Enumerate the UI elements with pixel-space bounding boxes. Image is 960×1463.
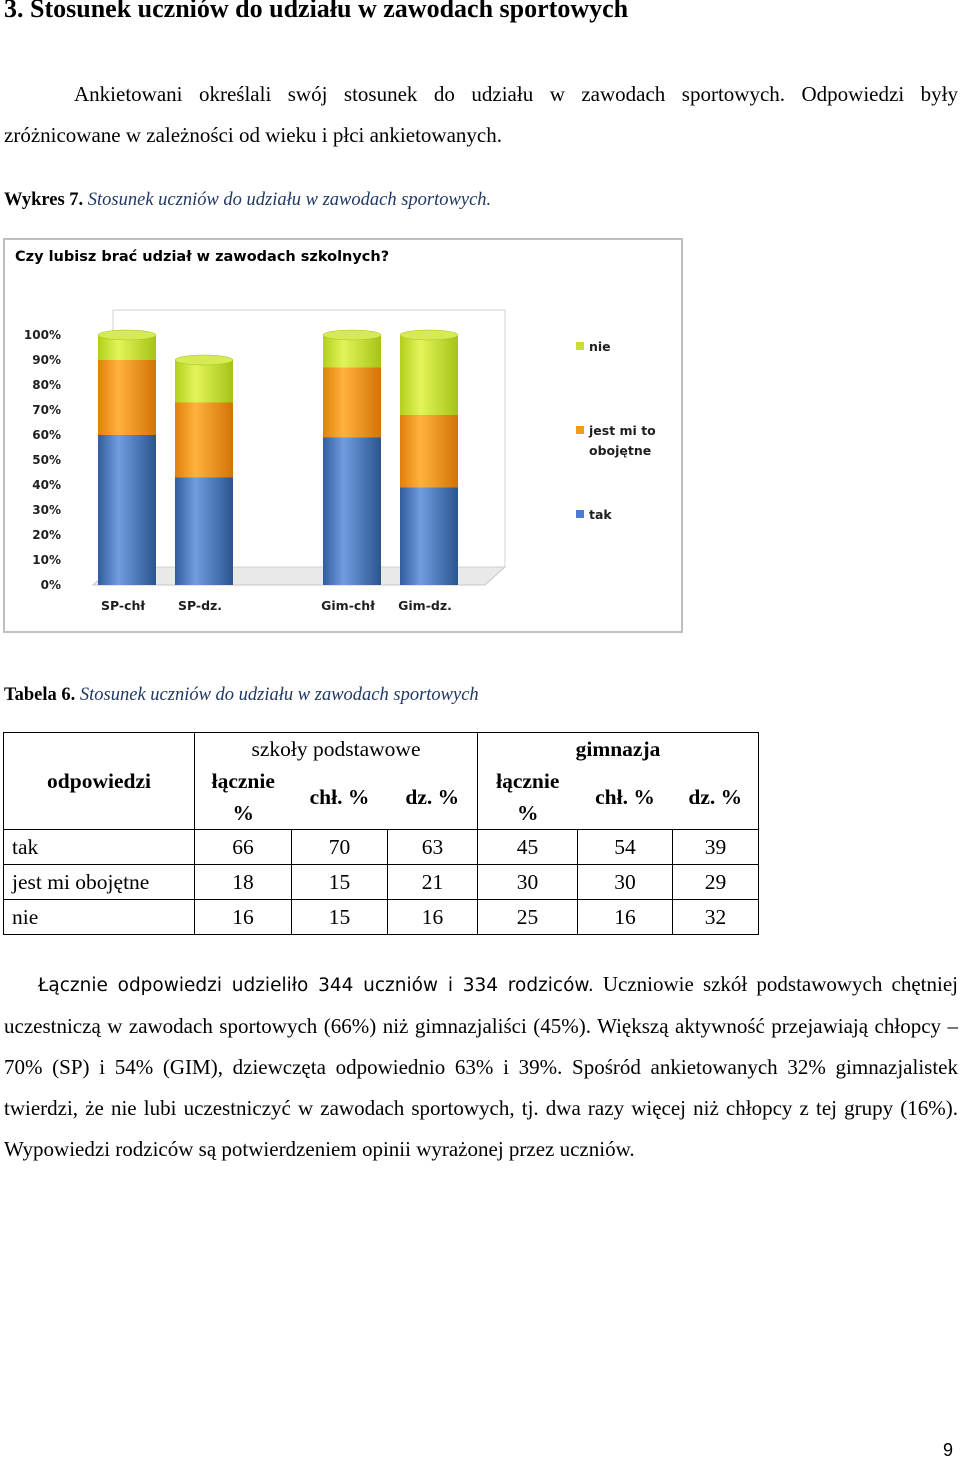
sub-total-unit: % xyxy=(517,801,539,825)
table-cell: 16 xyxy=(578,900,673,935)
legend-swatch xyxy=(576,510,584,518)
legend-label: tak xyxy=(589,507,612,522)
table-caption xyxy=(4,685,479,706)
chart-caption-label: Wykres 7. xyxy=(4,190,84,210)
bar-segment-tak xyxy=(175,478,233,586)
group-header-gimnazja: gimnazja xyxy=(478,733,759,766)
y-tick-label: 30% xyxy=(32,503,61,517)
y-tick-label: 80% xyxy=(32,378,61,392)
y-tick-label: 10% xyxy=(32,553,61,567)
chart-title: Czy lubisz brać udział w zawodach szkolnych? xyxy=(15,249,390,265)
table-cell: 63 xyxy=(388,830,478,865)
bar-segment-jest-mi-to-obojętne xyxy=(400,415,458,488)
table-cell: 54 xyxy=(578,830,673,865)
y-tick-label: 40% xyxy=(32,478,61,492)
chart-caption xyxy=(4,190,491,211)
row-label: nie xyxy=(4,900,195,935)
x-tick-label: SP-chł xyxy=(100,598,146,613)
bar-segment-jest-mi-to-obojętne xyxy=(175,403,233,478)
y-tick-label: 70% xyxy=(32,403,61,417)
sub-header-girls-sp: dz. % xyxy=(388,765,478,830)
sub-total-label: łącznie xyxy=(496,769,560,793)
table-row xyxy=(4,830,759,865)
sub-header-total-sp xyxy=(195,765,292,830)
row-header-cell: odpowiedzi xyxy=(4,733,195,830)
summary-paragraph xyxy=(4,964,958,1170)
row-label: tak xyxy=(4,830,195,865)
data-table xyxy=(3,732,759,935)
bar-cap xyxy=(98,330,156,340)
y-tick-label: 50% xyxy=(32,453,61,467)
summary-lead: Łącznie odpowiedzi udzieliło 344 uczniów i 334 rodziców. xyxy=(38,975,594,996)
sub-header-boys-sp: chł. % xyxy=(292,765,388,830)
table-cell: 29 xyxy=(673,865,759,900)
sub-total-unit: % xyxy=(232,801,254,825)
chart-svg xyxy=(5,240,681,631)
table-cell: 15 xyxy=(292,900,388,935)
intro-line-2: zróżnicowane w zależności od wieku i płci ankietowanych. xyxy=(4,123,502,147)
table-row xyxy=(4,900,759,935)
section-heading: 3. Stosunek uczniów do udziału w zawodach sportowych xyxy=(4,0,629,23)
x-tick-label: SP-dz. xyxy=(177,598,223,613)
legend-label: obojętne xyxy=(589,443,652,458)
legend-swatch xyxy=(576,426,584,434)
chart-caption-title: Stosunek uczniów do udziału w zawodach sportowych. xyxy=(87,190,492,210)
bar-segment-nie xyxy=(400,335,458,415)
sub-header-total-gim xyxy=(478,765,578,830)
sub-header-boys-gim: chł. % xyxy=(578,765,673,830)
intro-line-1: Ankietowani określali swój stosunek do udziału w zawodach sportowych. Odpowiedzi były xyxy=(74,82,958,106)
bar-cap xyxy=(175,355,233,365)
table-caption-title: Stosunek uczniów do udziału w zawodach sportowych xyxy=(79,685,479,705)
page-number: 9 xyxy=(942,1440,953,1460)
table-cell: 32 xyxy=(673,900,759,935)
y-tick-label: 100% xyxy=(23,328,61,342)
table-cell: 25 xyxy=(478,900,578,935)
table-cell: 21 xyxy=(388,865,478,900)
table-cell: 66 xyxy=(195,830,292,865)
sub-header-girls-gim: dz. % xyxy=(673,765,759,830)
table-cell: 16 xyxy=(195,900,292,935)
sub-total-label: łącznie xyxy=(211,769,275,793)
bar-segment-jest-mi-to-obojętne xyxy=(323,368,381,438)
table-row xyxy=(4,865,759,900)
x-tick-label: Gim-dz. xyxy=(398,598,452,613)
table-caption-label: Tabela 6. xyxy=(4,685,76,705)
bar-cap xyxy=(323,330,381,340)
intro-paragraph xyxy=(4,74,958,156)
legend-swatch xyxy=(576,342,584,350)
y-tick-label: 0% xyxy=(40,578,61,592)
table-cell: 16 xyxy=(388,900,478,935)
bar-segment-jest-mi-to-obojętne xyxy=(98,360,156,435)
group-header-primary: szkoły podstawowe xyxy=(195,733,478,766)
table-cell: 45 xyxy=(478,830,578,865)
bar-segment-tak xyxy=(98,435,156,585)
bar-cap xyxy=(400,330,458,340)
bar-segment-tak xyxy=(323,438,381,586)
table-cell: 30 xyxy=(578,865,673,900)
x-tick-label: Gim-chł xyxy=(321,598,375,613)
table-cell: 18 xyxy=(195,865,292,900)
y-tick-label: 90% xyxy=(32,353,61,367)
table-cell: 15 xyxy=(292,865,388,900)
chart xyxy=(3,238,683,633)
y-tick-label: 20% xyxy=(32,528,61,542)
bar-segment-nie xyxy=(175,360,233,403)
legend-label: nie xyxy=(589,339,611,354)
table-cell: 39 xyxy=(673,830,759,865)
table-cell: 70 xyxy=(292,830,388,865)
summary-rest: Uczniowie szkół podstawowych chętniej uczestniczą w zawodach sportowych (66%) niż gimnazjaliści (45%). Większą aktywność przejawiają chłopcy – 70% (SP) i 54% (GIM), dziewczęta odpowiednio 63% i 39%. Spośród ankietowanych 32% gimnazjalistek twierdzi, że nie lubi uczestniczyć w zawodach sportowych, tj. dwa razy więcej niż chłopcy z tej grupy (16%). Wypowiedzi rodziców są potwierdzeniem opinii wyrażonej przez uczniów. xyxy=(4,972,958,1161)
row-label: jest mi obojętne xyxy=(4,865,195,900)
table-cell: 30 xyxy=(478,865,578,900)
legend-label: jest mi to xyxy=(589,423,656,438)
y-tick-label: 60% xyxy=(32,428,61,442)
bar-segment-tak xyxy=(400,488,458,586)
